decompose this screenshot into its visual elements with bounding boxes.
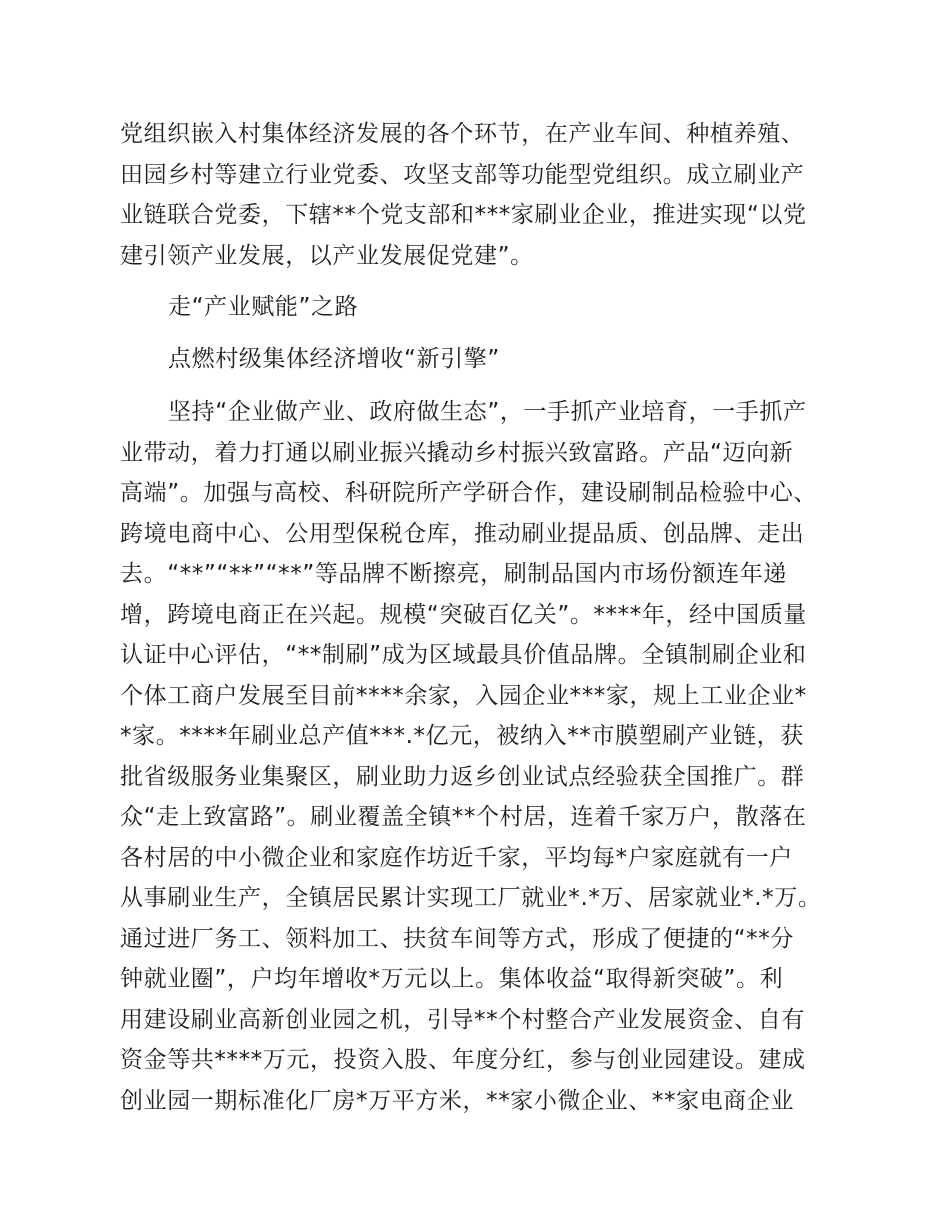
paragraph-line: 从事刷业生产，全镇居民累计实现工厂就业*.*万、居家就业*.*万。	[120, 885, 822, 911]
paragraph-line: 去。“**”“**”“**”等品牌不断擦亮，刷制品国内市场份额连年递	[120, 561, 787, 587]
paragraph-line: 建引领产业发展，以产业发展促党建”。	[120, 242, 534, 269]
paragraph-line: 创业园一期标准化厂房*万平方米，**家小微企业、**家电商企业	[120, 1087, 795, 1114]
paragraph-line: 用建设刷业高新创业园之机，引导**个村整合产业发展资金、自有	[120, 1006, 805, 1033]
paragraph-line: 各村居的中小微企业和家庭作坊近千家，平均每*户家庭就有一户	[120, 844, 793, 871]
paragraph-line: 认证中心评估，“**制刷”成为区域最具价值品牌。全镇制刷企业和	[120, 642, 807, 668]
paragraph-line: 业带动，着力打通以刷业振兴撬动乡村振兴致富路。产品“迈向新	[120, 439, 794, 466]
paragraph-line: 个体工商户发展至目前****余家，入园企业***家，规上工业企业*	[120, 682, 807, 709]
paragraph-line: 高端”。加强与高校、科研院所产学研合作，建设刷制品检验中心、	[120, 480, 817, 506]
paragraph-line: 资金等共****万元，投资入股、年度分红，参与创业园建设。建成	[120, 1047, 806, 1073]
paragraph-party-organization	[120, 114, 850, 276]
paragraph-brush-industry	[120, 392, 850, 1121]
paragraph-line: 通过进厂务工、领料加工、扶贫车间等方式，形成了便捷的“**分	[120, 925, 794, 952]
paragraph-line: 党组织嵌入村集体经济发展的各个环节，在产业车间、种植养殖、	[120, 121, 805, 147]
paragraph-line: 跨境电商中心、公用型保税仓库，推动刷业提品质、创品牌、走出	[120, 520, 805, 547]
paragraph-line: 坚持“企业做产业、政府做生态”，一手抓产业培育，一手抓产	[168, 399, 807, 425]
section-subheading-new-engine: 点燃村级集体经济增收“新引擎”	[168, 346, 500, 372]
paragraph-line: *家。****年刷业总产值***.*亿元，被纳入**市膜塑刷产业链，获	[120, 723, 804, 749]
paragraph-line: 增，跨境电商正在兴起。规模“突破百亿关”。****年，经中国质量	[120, 601, 808, 628]
paragraph-line: 田园乡村等建立行业党委、攻坚支部等功能型党组织。成立刷业产	[120, 161, 805, 188]
paragraph-line: 业链联合党委，下辖**个党支部和***家刷业企业，推进实现“以党	[120, 202, 807, 228]
paragraph-line: 钟就业圈”，户均年增收*万元以上。集体收益“取得新突破”。利	[120, 966, 784, 992]
paragraph-line: 批省级服务业集聚区，刷业助力返乡创业试点经验获全国推广。群	[120, 763, 805, 790]
paragraph-line: 众“走上致富路”。刷业覆盖全镇**个村居，连着千家万户，散落在	[120, 804, 807, 830]
section-heading-industry-empowerment: 走“产业赋能”之路	[168, 294, 359, 320]
